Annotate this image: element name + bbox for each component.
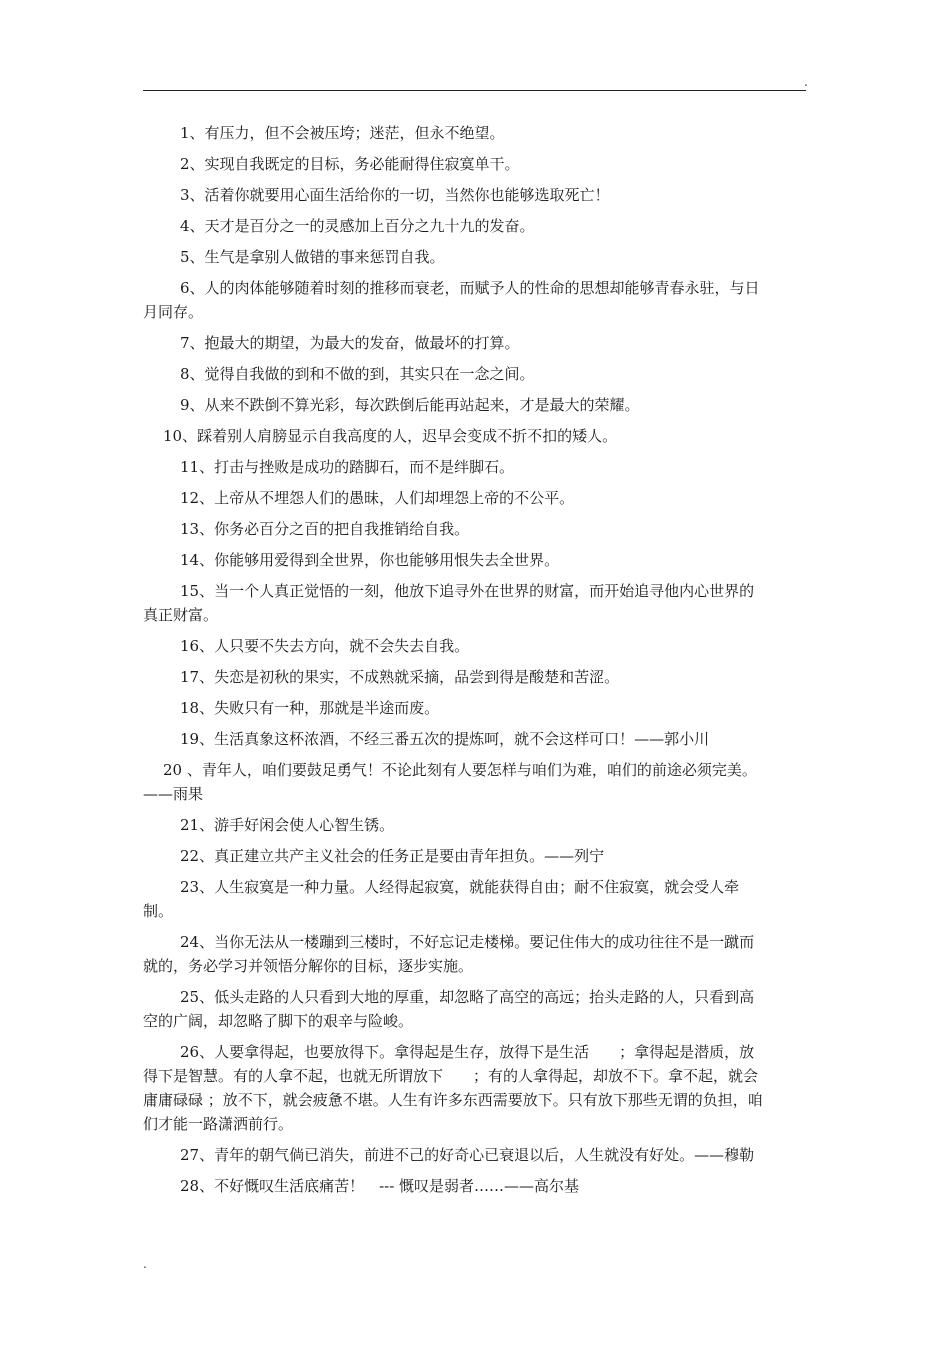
quote-item-23: 23、人生寂寞是一种力量。人经得起寂寞，就能获得自由；耐不住寂寞，就会受人牵制。: [143, 878, 740, 920]
quote-item-2: 2、实现自我既定的目标，务必能耐得住寂寞单干。: [180, 155, 520, 173]
quote-item-14: 14、你能够用爱得到全世界，你也能够用恨失去全世界。: [180, 551, 560, 569]
corner-mark-bottom-left: .: [143, 1257, 147, 1271]
quote-item-28: 28、不好慨叹生活底痛苦！ --- 慨叹是弱者……——高尔基: [180, 1177, 580, 1195]
quote-item-15: 15、当一个人真正觉悟的一刻，他放下追寻外在世界的财富，而开始追寻他内心世界的真正财富。: [143, 582, 755, 624]
quote-item-12: 12、上帝从不埋怨人们的愚昧，人们却埋怨上帝的不公平。: [180, 489, 575, 507]
quote-item-10: 10、踩着别人肩膀显示自我高度的人，迟早会变成不折不扣的矮人。: [163, 427, 618, 445]
quote-item-25: 25、低头走路的人只看到大地的厚重，却忽略了高空的高远；抬头走路的人，只看到高空的广阔，却忽略了脚下的艰辛与险峻。: [143, 988, 755, 1030]
quote-item-19: 19、生活真象这杯浓酒，不经三番五次的提炼呵，就不会这样可口！——郭小川: [180, 730, 710, 748]
quote-item-5: 5、生气是拿别人做错的事来惩罚自我。: [180, 248, 445, 266]
quote-item-21: 21、游手好闲会使人心智生锈。: [180, 816, 395, 834]
quote-item-7: 7、抱最大的期望，为最大的发奋，做最坏的打算。: [180, 334, 520, 352]
quote-item-17: 17、失恋是初秋的果实，不成熟就采摘，品尝到得是酸楚和苦涩。: [180, 668, 620, 686]
document-body: [143, 121, 763, 1205]
quote-item-16: 16、人只要不失去方向，就不会失去自我。: [180, 637, 470, 655]
quote-item-1: 1、有压力，但不会被压垮；迷茫，但永不绝望。: [180, 124, 505, 142]
quote-item-13: 13、你务必百分之百的把自我推销给自我。: [180, 520, 470, 538]
corner-mark-top-right: .: [804, 75, 808, 89]
quote-item-24: 24、当你无法从一楼蹦到三楼时，不好忘记走楼梯。要记住伟大的成功往往不是一蹴而就的，务必学习并领悟分解你的目标，逐步实施。: [143, 933, 755, 975]
quote-item-27: 27、青年的朝气倘已消失，前进不己的好奇心已衰退以后，人生就没有好处。——穆勒: [180, 1146, 755, 1164]
quote-item-18: 18、失败只有一种，那就是半途而废。: [180, 699, 440, 717]
quote-item-22: 22、真正建立共产主义社会的任务正是要由青年担负。——列宁: [180, 847, 605, 865]
quote-item-26: 26、人要拿得起，也要放得下。拿得起是生存，放得下是生活 ；拿得起是潜质，放得下是智慧。有的人拿不起，也就无所谓放下 ；有的人拿得起，却放不下。拿不起，就会庸庸碌碌 ；放不下，就会疲惫不堪。人生有许多东西需要放下。只有放下那些无谓的负担，咱们才能一路潇洒前行。: [143, 1043, 763, 1133]
quote-item-4: 4、天才是百分之一的灵感加上百分之九十九的发奋。: [180, 217, 535, 235]
header-rule: [143, 90, 806, 91]
quote-item-20: 20 、青年人，咱们要鼓足勇气！不论此刻有人要怎样与咱们为难，咱们的前途必须完美。——雨果: [143, 761, 757, 803]
quote-item-11: 11、打击与挫败是成功的踏脚石，而不是绊脚石。: [180, 458, 515, 476]
quote-item-9: 9、从来不跌倒不算光彩，每次跌倒后能再站起来，才是最大的荣耀。: [180, 396, 640, 414]
quote-item-8: 8、觉得自我做的到和不做的到，其实只在一念之间。: [180, 365, 535, 383]
quote-item-6: 6、人的肉体能够随着时刻的推移而衰老，而赋予人的性命的思想却能够青春永驻，与日月同存。: [143, 279, 760, 321]
quote-item-3: 3、活着你就要用心面生活给你的一切，当然你也能够选取死亡！: [180, 186, 610, 204]
